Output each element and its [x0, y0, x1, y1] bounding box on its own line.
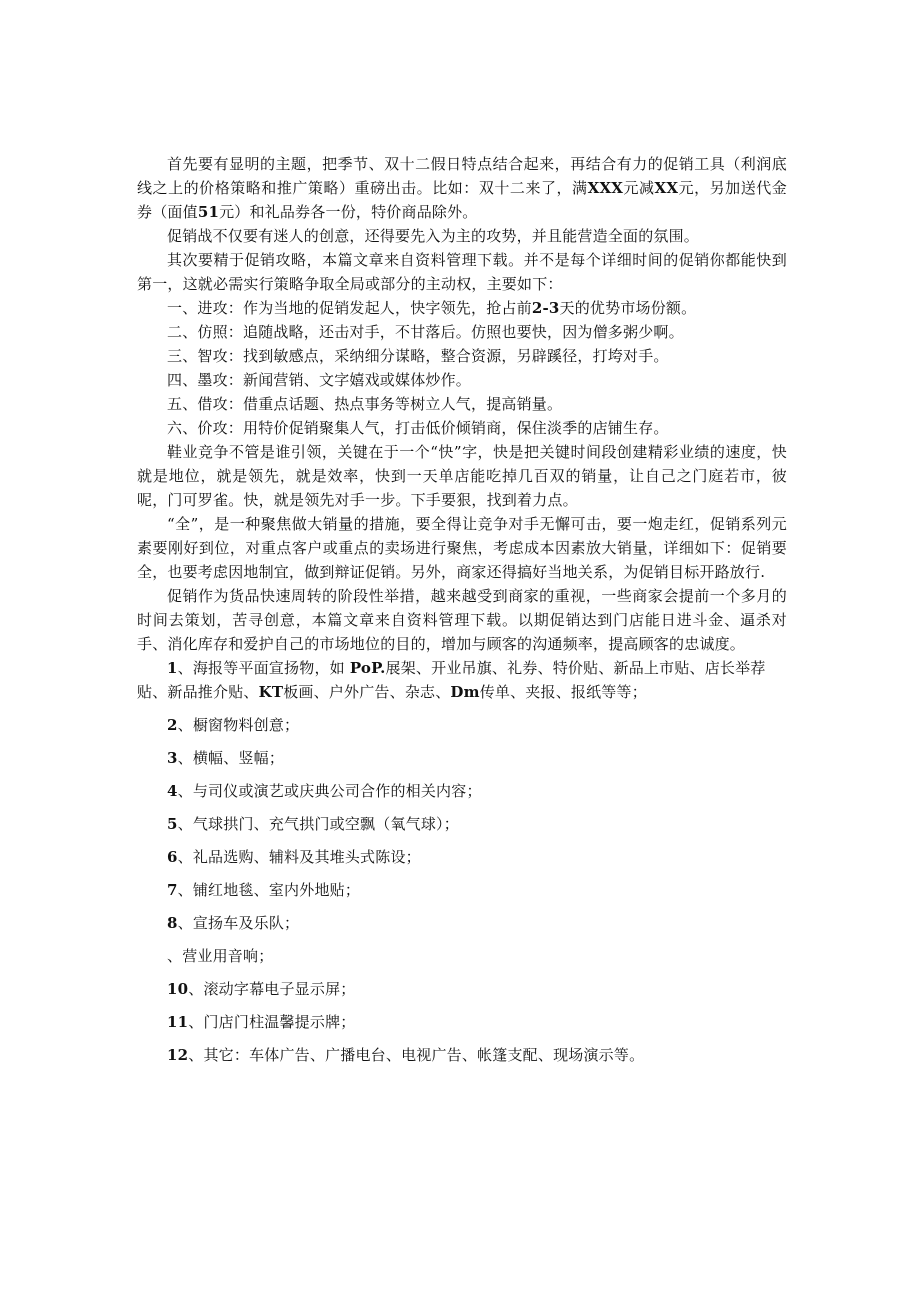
- text-run: 元，另加送代金券（面值: [137, 179, 787, 221]
- list-item-text: 、铺红地毯、室内外地贴；: [177, 881, 361, 899]
- text-run-bold: XX: [654, 179, 679, 197]
- text-run-bold: 2-3: [531, 299, 560, 317]
- list-item-number: 2: [167, 716, 178, 734]
- document-body: [137, 152, 787, 1076]
- list-item-text: 、宣扬车及乐队；: [177, 914, 300, 932]
- list-item-number: 5: [167, 815, 178, 833]
- list-item-text: 、滚动字幕电子显示屏；: [188, 980, 356, 998]
- text-run: 首先要有显明的主题，把季节、双十二假日特点结合起来，再结合有力的促销工具（利润底线之上的价格策略和推广策略）重磅出击。比如：双十二来了，满: [137, 155, 787, 197]
- list-item: [137, 812, 787, 836]
- text-run-bold: KT: [258, 683, 284, 701]
- list-item-number: 6: [167, 848, 178, 866]
- text-run: 展架、开业吊旗、礼券、特价贴、新品上市贴、店长举荐贴、新品推介贴、: [137, 659, 766, 701]
- list-item-number: 8: [167, 914, 178, 932]
- paragraph-theme: [137, 152, 787, 224]
- list-item-number: 7: [167, 881, 178, 899]
- list-item-number: 11: [167, 1013, 189, 1031]
- paragraph-promotion: 促销作为货品快速周转的阶段性举措，越来越受到商家的重视，一些商家会提前一个多月的时间去策划，苦寻创意，本篇文章来自资料管理下载。以期促销达到门店能日进斗金、逼杀对手、消化库存和爱护自己的市场地位的目的，增加与顾客的沟通频率，提高顾客的忠诚度。: [137, 587, 787, 653]
- list-item-number: 3: [167, 749, 178, 767]
- text-run: 传单、夹报、报纸等等；: [479, 683, 647, 701]
- list-item-text: 、营业用音响；: [167, 947, 274, 965]
- paragraph-complete: “全”，是一种聚焦做大销量的措施，要全得让竞争对手无懈可击，要一炮走红，促销系列元素要刚好到位，对重点客户或重点的卖场进行聚焦，考虑成本因素放大销量，详细如下：促销要全，也要考虑因地制宜，做到辩证促销。另外，商家还得搞好当地关系，为促销目标开路放行.: [137, 515, 787, 581]
- list-item: [137, 1010, 787, 1034]
- paragraph-smart-attack: 三、智攻：找到敏感点，采纳细分谋略，整合资源，另辟蹊径，打垮对手。: [167, 347, 669, 365]
- text-run: 一、进攻：作为当地的促销发起人，快字领先，抢占前: [167, 299, 532, 317]
- list-item-text: 、礼品选购、辅料及其堆头式陈设；: [177, 848, 421, 866]
- list-item-text: 、其它：车体广告、广播电台、电视广告、帐篷支配、现场演示等。: [188, 1046, 645, 1064]
- text-run-bold: 51: [197, 203, 220, 221]
- list-item: [137, 779, 787, 803]
- paragraph-speed: 鞋业竞争不管是谁引领，关键在于一个“快”字，快是把关键时间段创建精彩业绩的速度，快就是地位，就是领先，就是效率，快到一天单店能吃掉几百双的销量，让自己之门庭若市，彼呢，门可罗雀。快，就是领先对手一步。下手要狠，找到着力点。: [137, 443, 787, 509]
- list-item-text: 、与司仪或演艺或庆典公司合作的相关内容；: [177, 782, 482, 800]
- list-item: [137, 845, 787, 869]
- list-item: [137, 713, 787, 737]
- text-run: 、海报等平面宣扬物，如: [177, 659, 350, 677]
- list-item-number: 4: [167, 782, 178, 800]
- text-run-bold: PoP.: [349, 659, 386, 677]
- paragraph-strategy: 其次要精于促销攻略，本篇文章来自资料管理下载。并不是每个详细时间的促销你都能快到第一，这就必需实行策略争取全局或部分的主动权，主要如下：: [137, 251, 787, 293]
- text-run: 板画、户外广告、杂志、: [283, 683, 451, 701]
- paragraph-price-attack: 六、价攻：用特价促销聚集人气，打击低价倾销商，保住淡季的店铺生存。: [167, 419, 669, 437]
- list-item-text: 、气球拱门、充气拱门或空飘（氧气球）；: [177, 815, 459, 833]
- list-item-text: 、横幅、竖幅；: [177, 749, 285, 767]
- list-item: [137, 746, 787, 770]
- list-item: [137, 977, 787, 1001]
- list-item-number: 12: [167, 1046, 189, 1064]
- list-item: [137, 1043, 787, 1067]
- list-item: [137, 911, 787, 935]
- list-item: [137, 944, 787, 968]
- text-run: 元）和礼品券各一份，特价商品除外。: [219, 203, 478, 221]
- paragraph-imitate: 二、仿照：追随战略，还击对手，不甘落后。仿照也要快，因为僧多粥少啊。: [167, 323, 684, 341]
- list-item-number: 10: [167, 980, 189, 998]
- paragraph-ink-attack: 四、墨攻：新闻营销、文字嬉戏或媒体炒作。: [167, 371, 472, 389]
- text-run-bold: Dm: [450, 683, 480, 701]
- text-run: 天的优势市场份额。: [559, 299, 697, 317]
- paragraph-borrow-attack: 五、借攻：借重点话题、热点事务等树立人气，提高销量。: [167, 395, 563, 413]
- paragraph-creativity: 促销战不仅要有迷人的创意，还得要先入为主的攻势，并且能营造全面的氛围。: [167, 227, 700, 245]
- list-item-text: 、门店门柱温馨提示牌；: [188, 1013, 356, 1031]
- text-run: 元减: [623, 179, 655, 197]
- materials-list: [137, 656, 787, 1067]
- list-item: [137, 656, 787, 704]
- paragraph-attack: [137, 296, 787, 320]
- list-item-number: 1: [167, 659, 178, 677]
- text-run-bold: XXX: [587, 179, 624, 197]
- list-item: [137, 878, 787, 902]
- list-item-text: 、橱窗物料创意；: [177, 716, 300, 734]
